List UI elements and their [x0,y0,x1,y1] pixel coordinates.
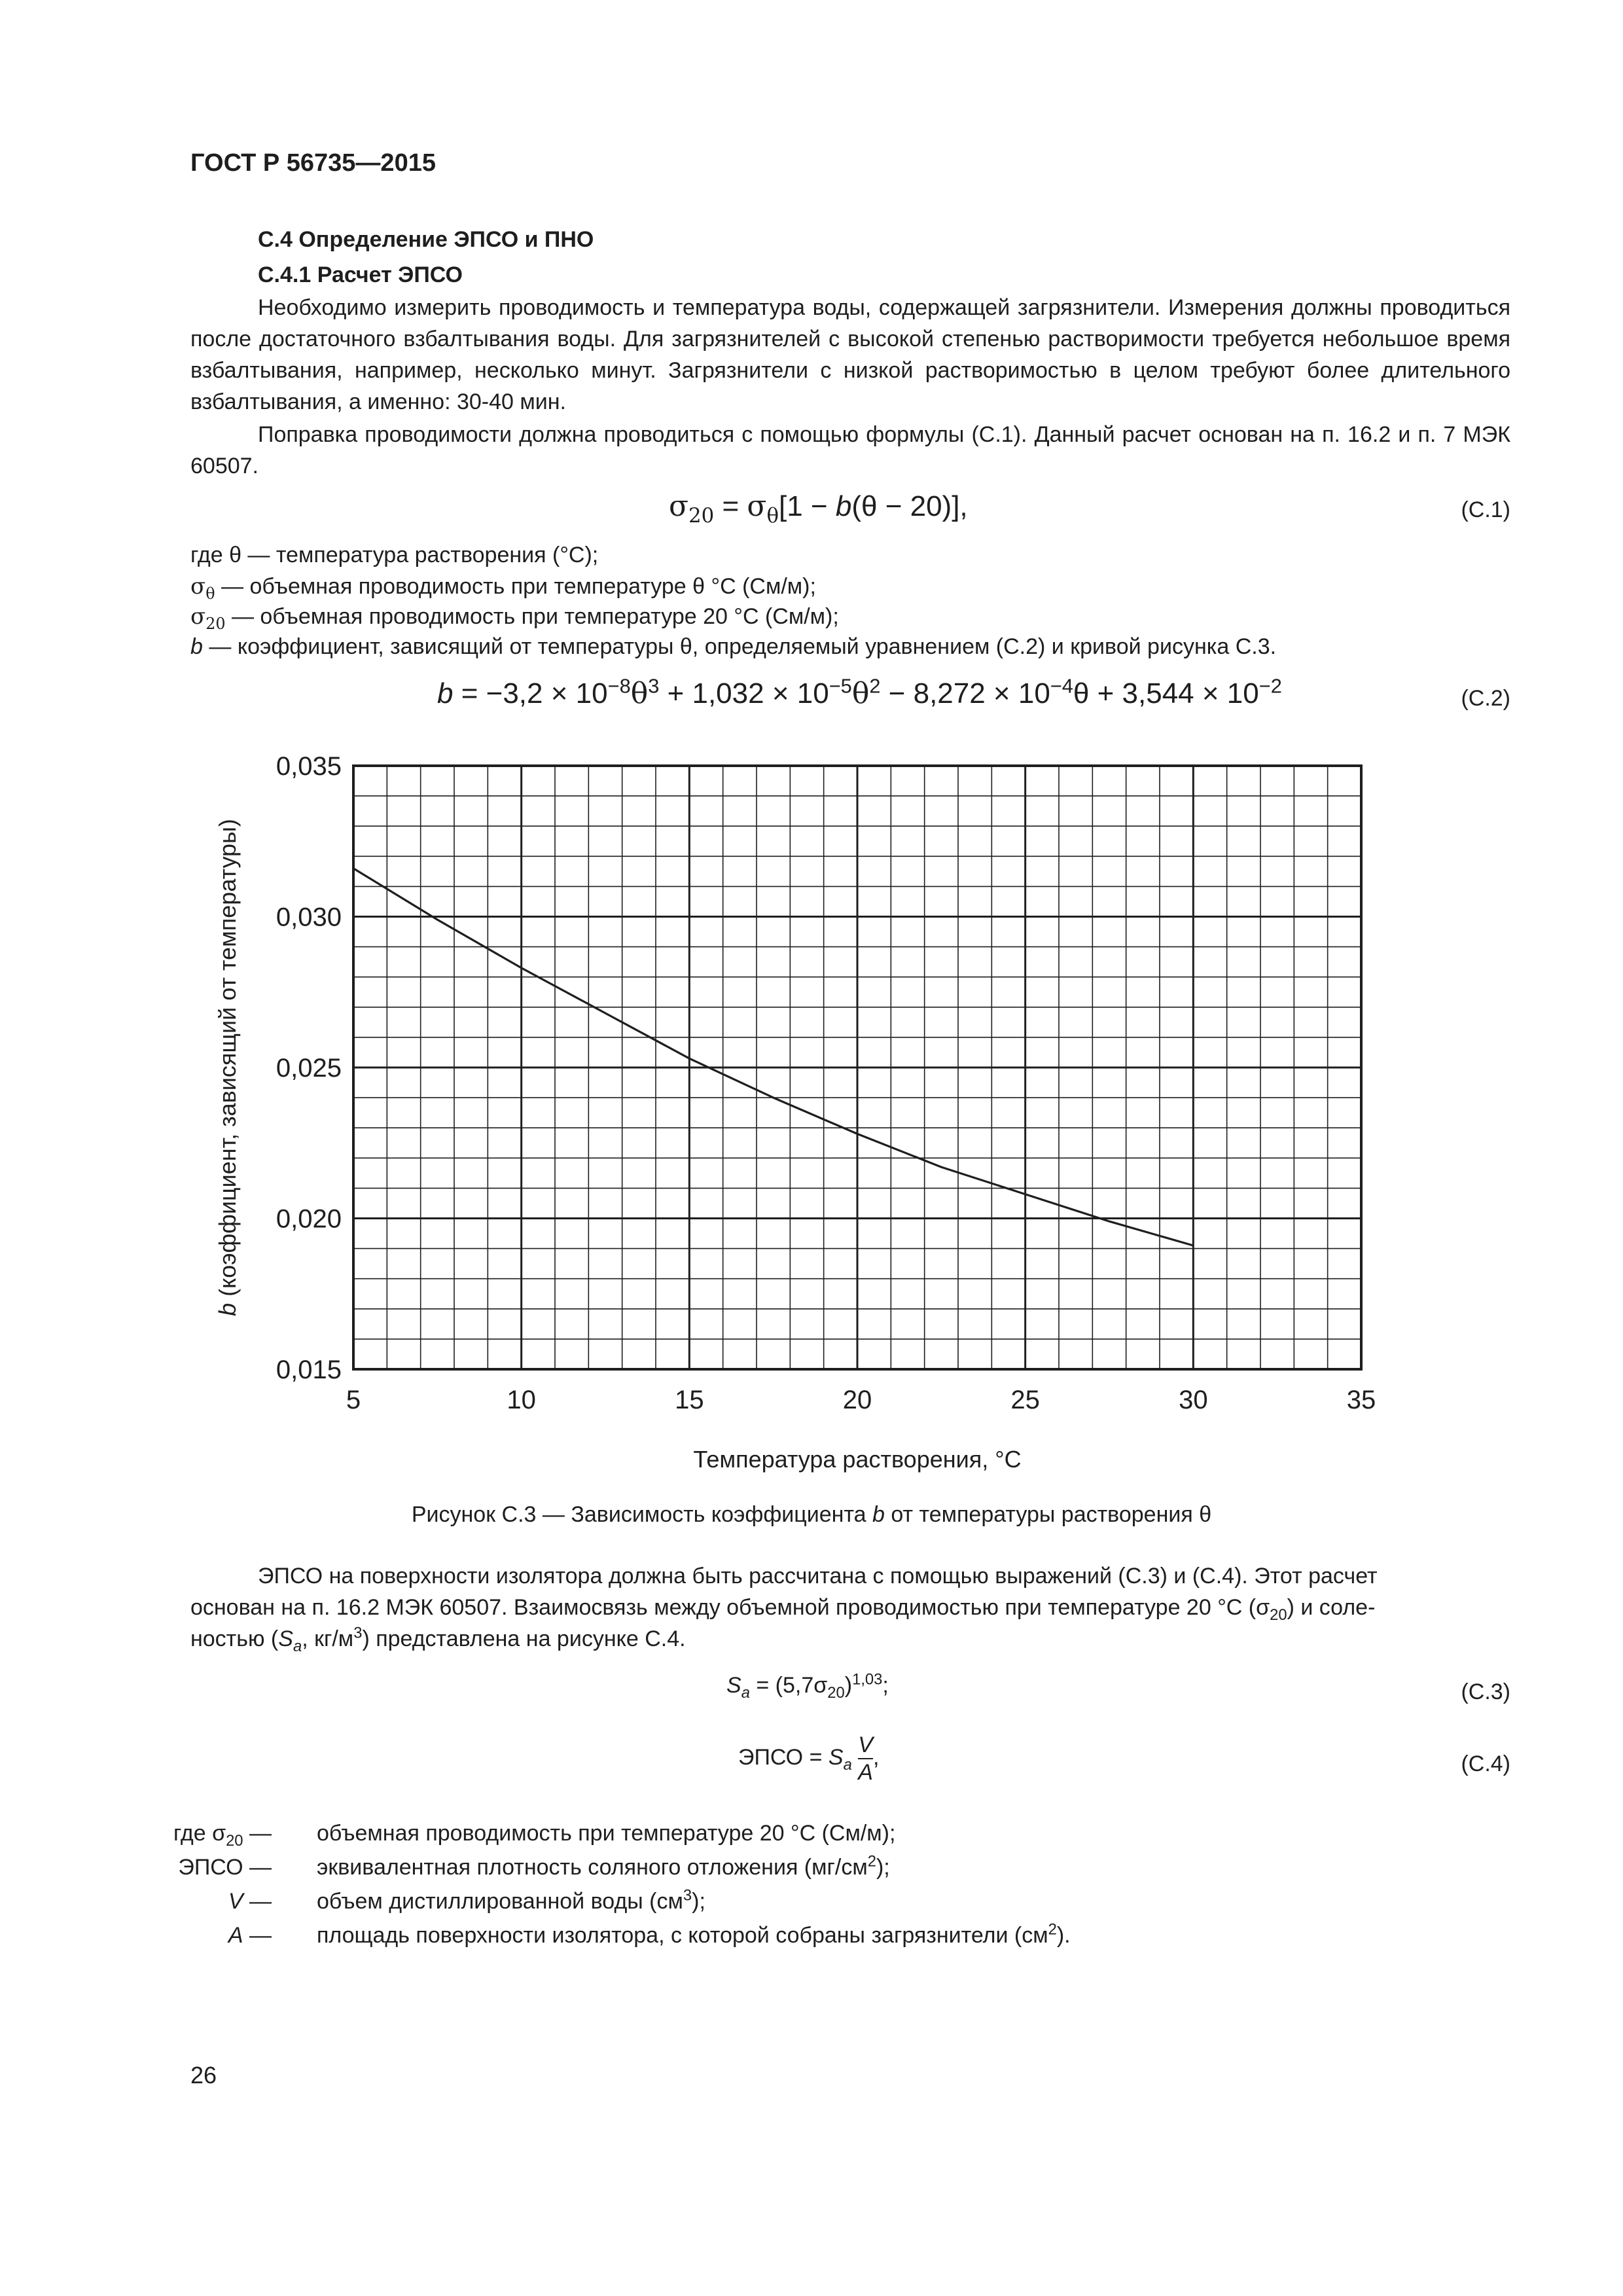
y-tick-label: 0,025 [276,1054,342,1083]
standard-header: ГОСТ Р 56735—2015 [190,149,436,177]
subsection-heading: С.4.1 Расчет ЭПСО [258,262,463,287]
y-tick-label: 0,020 [276,1204,342,1234]
paragraph-3-line-2: основан на п. 16.2 МЭК 60507. Взаимосвязь между объемной проводимостью при температуре 20 °С $(\sigma_{20})$ и соле- [190,1595,1376,1624]
formula-c1-number: (С.1) [1461,497,1510,522]
where1-intro: где θ — температура растворения (°С); [190,543,599,567]
figure-caption: Рисунок С.3 — Зависимость коэффициента b от температуры растворения θ [411,1502,1212,1527]
y-tick-label: 0,030 [276,903,342,932]
chart-y-label-text: (коэффициент, зависящий от температуры) [214,819,241,1303]
where1-item-b: b — коэффициент, зависящий от температуры θ, определяемый уравнением (С.2) и кривой рисунка С.3. [190,634,1277,659]
x-tick-label: 30 [1179,1386,1208,1414]
chart-x-ticks [346,1386,1376,1414]
chart-series-line-0 [353,869,1193,1246]
y-tick-label: 0,035 [276,752,342,781]
formula-c4-fraction: $\frac{V}{A}$ [858,1732,873,1785]
y-tick-label: 0,015 [276,1355,342,1384]
chart-y-label [214,819,241,1316]
paragraph-3-line-3: ностью ($S_a$, $кг/м^3$) представлена на рисунке С.4. [190,1624,686,1655]
chart-series [353,869,1193,1246]
chart-y-label-b: b [214,1302,241,1316]
formula-c2-number: (С.2) [1461,686,1510,711]
x-tick-label: 35 [1346,1386,1376,1414]
formula-c4: ЭПСО = $S_a$ $\frac{V}{A}$ , [738,1732,880,1785]
section-heading: С.4 Определение ЭПСО и ПНО [258,227,594,252]
where1-item-1: $\sigma_\theta$ — объемная проводимость при температуре θ °С (См/м); [190,573,816,603]
chart-x-label: Температура растворения, °С [693,1446,1022,1473]
paragraph-1: Необходимо измерить проводимость и температура воды, содержащей загрязнители. Измерения должны проводиться после достаточного взбалтывания воды. Для загрязнителей с высокой степенью растворимости требуется небольшое время взбалтывания, например, несколько минут. Загрязнители с низкой растворимостью в целом требуют более длительного взбалтывания, а именно: 30-40 мин. [190,295,1510,414]
x-tick-label: 10 [507,1386,536,1414]
x-tick-label: 15 [675,1386,704,1414]
formula-c3: $S_a = (5,7\sigma_{20})^{1,03}$; [726,1670,889,1702]
x-tick-label: 20 [842,1386,872,1414]
formula-c3-number: (С.3) [1461,1679,1510,1704]
formula-c2: $b = -3,2 \times 10^{-8}\theta^3 + 1,032 \times 10^{-5}\theta^2 - 8,272 \times 10^{-4}\theta + 3,544 \times 10^{-2}$ [437,674,1282,710]
chart-y-ticks [276,752,342,1384]
page: ГОСТ Р 56735—2015 С.4 Определение ЭПСО и ПНО С.4.1 Расчет ЭПСО Необходимо измерить проводимость и температура воды, содержащей загрязнители. Измерения должны проводиться после достаточного взбалтывания воды. Для загрязнителей с высокой степенью растворимости требуется небольшое время взбалтывания, например, несколько минут. Загрязнители с низкой растворимостью в целом требуют более длительного взбалтывания, а именно: 30-40 мин. Поправка проводимости должна проводиться с помощью формулы (С.1). Данный расчет основан на п. 16.2 и п. 7 МЭК 60507. $\sigma_{20} = \sigma_\theta[1 - b(\theta - 20)]$, (С.1) где θ — температура растворения (°С); $\sigma_\theta$ — объемная проводимость при температуре θ °С (См/м); $\sigma_{20}$ — объемная проводимость при температуре 20 °С (См/м); b — коэффициент, зависящий от температуры θ, определяемый уравнением (С.2) и кривой рисунка С.3. $b = -3,2 \times 10^{-8}\theta^3 + 1,032 \times 10^{-5}\theta^2 - 8,272 \times 10^{-4}\theta + 3,544 \times 10^{-2}$ (С.2) 5 10 15 20 25 30 35 0,015 0,020 0,025 0,030 0,035 Температура растворения, °С b (коэффициент, зависящий от температуры) Рисунок С.3 — Зависимость коэффициента b от температуры растворения θ ЭПСО на поверхности изолятора должна быть рассчитана с помощью выражений (С.3) и (С.4). Этот расчет основан на п. 16.2 МЭК 60507. Взаимосвязь между объемной проводимостью при температуре 20 °С $(\sigma_{20})$ и соле- ностью ($S_a$, $кг/м^3$) представлена на рисунке С.4. $S_a = (5,7\sigma_{20})^{1,03}$; (С.3) ЭПСО = $S_a$ $\frac{V}{A}$ , (С.4) где $\sigma_{20}$ — объемная проводимость при температуре 20 °С (См/м); ЭПСО — эквивалентная плотность соляного отложения $(мг/см^2)$; V — объем дистиллированной воды $(см^3)$; A — площадь поверхности изолятора, с которой собраны загрязнители $(см^2)$. 26 [0,0,1623,2296]
page-number: 26 [190,2062,217,2089]
formula-c4-number: (С.4) [1461,1751,1510,1776]
x-tick-label: 25 [1010,1386,1040,1414]
paragraph-3-line-1: ЭПСО на поверхности изолятора должна быть рассчитана с помощью выражений (С.3) и (С.4). Этот расчет [258,1564,1378,1588]
formula-c1: $\sigma_{20} = \sigma_\theta[1 - b(\theta - 20)]$, [669,490,968,528]
x-tick-label: 5 [346,1386,361,1414]
where1-item-2: $\sigma_{20}$ — объемная проводимость при температуре 20 °С (См/м); [190,603,839,633]
paragraph-2: Поправка проводимости должна проводиться с помощью формулы (С.1). Данный расчет основан на п. 16.2 и п. 7 МЭК 60507. [190,422,1510,478]
